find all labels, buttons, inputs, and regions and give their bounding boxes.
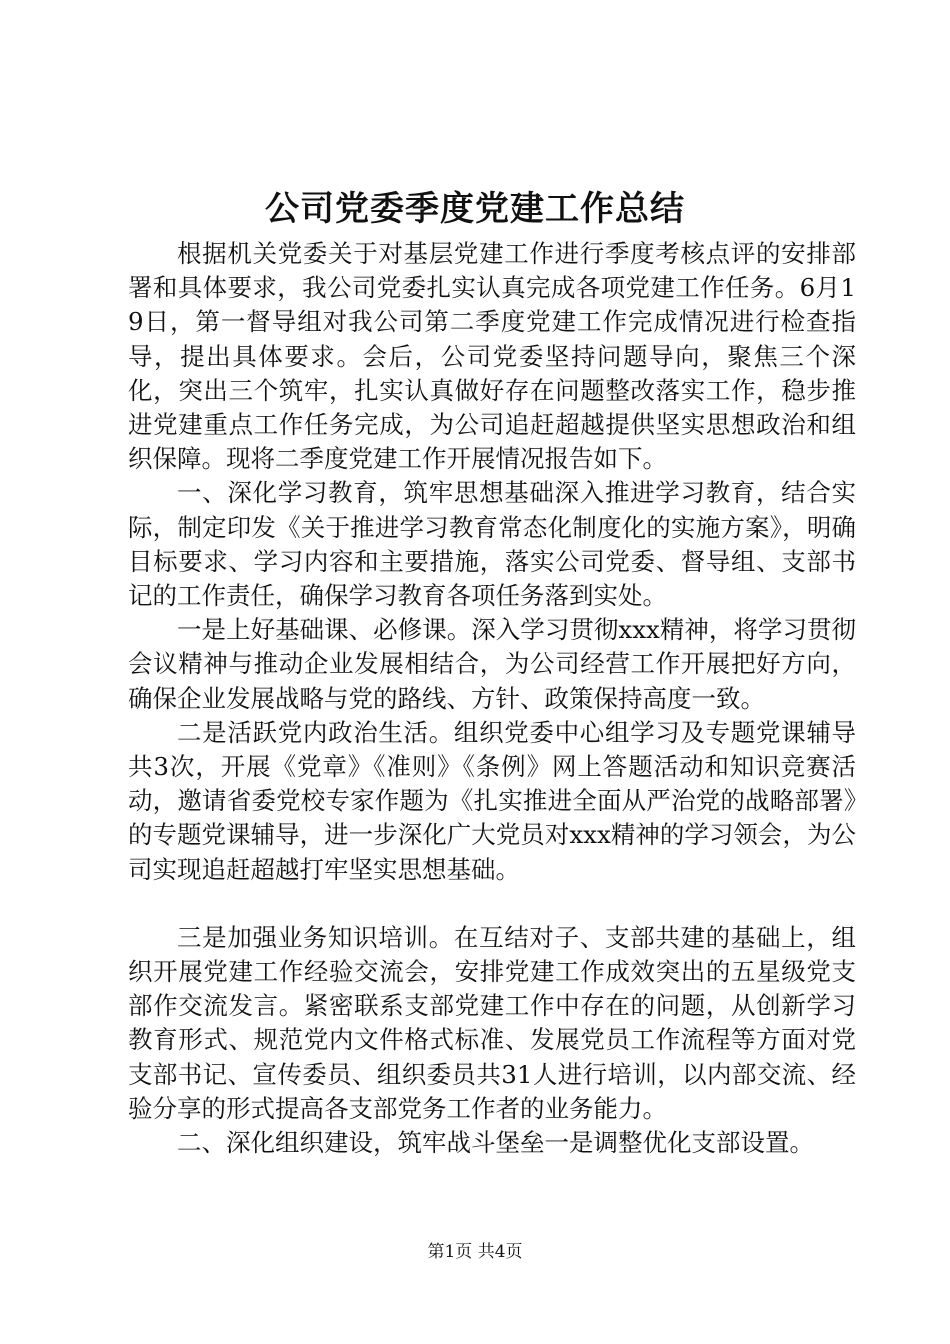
paragraph-item-3: 三是加强业务知识培训。在互结对子、支部共建的基础上，组织开展党建工作经验交流会，安排党建工作成效突出的五星级党支部作交流发言。紧密联系支部党建工作中存在的问题，从创新学习教育形式、规范党内文件格式标准、发展党员工作流程等方面对党支部书记、宣传委员、组织委员共31人进行培训，以内部交流、经验分享的形式提高各支部党务工作者的业务能力。: [128, 922, 856, 1123]
page-footer: 第1页 共4页: [427, 1242, 523, 1262]
paragraph-intro: 根据机关党委关于对基层党建工作进行季度考核点评的安排部署和具体要求，我公司党委扎实认真完成各项党建工作任务。6月19日，第一督导组对我公司第二季度党建工作完成情况进行检查指导，提出具体要求。会后，公司党委坚持问题导向，聚焦三个深化，突出三个筑牢，扎实认真做好存在问题整改落实工作，稳步推进党建重点工作任务完成，为公司追赶超越提供坚实思想政治和组织保障。现将二季度党建工作开展情况报告如下。: [128, 239, 856, 474]
paragraph-section-2: 二、深化组织建设，筑牢战斗堡垒一是调整优化支部设置。: [177, 1128, 814, 1158]
paragraph-section-1: 一、深化学习教育，筑牢思想基础深入推进学习教育，结合实际，制定印发《关于推进学习教育常态化制度化的实施方案》，明确目标要求、学习内容和主要措施，落实公司党委、督导组、支部书记的工作责任，确保学习教育各项任务落到实处。: [128, 478, 856, 611]
paragraph-item-2: 二是活跃党内政治生活。组织党委中心组学习及专题党课辅导共3次，开展《党章》《准则》《条例》网上答题活动和知识竞赛活动，邀请省委党校专家作题为《扎实推进全面从严治党的战略部署》的专题党课辅导，进一步深化广大党员对xxx精神的学习领会，为公司实现追赶超越打牢坚实思想基础。: [128, 717, 856, 884]
document-title: 公司党委季度党建工作总结: [265, 189, 685, 229]
paragraph-item-1: 一是上好基础课、必修课。深入学习贯彻xxx精神，将学习贯彻会议精神与推动企业发展相结合，为公司经营工作开展把好方向，确保企业发展战略与党的路线、方针、政策保持高度一致。: [128, 615, 856, 713]
document-body: [128, 237, 856, 1160]
